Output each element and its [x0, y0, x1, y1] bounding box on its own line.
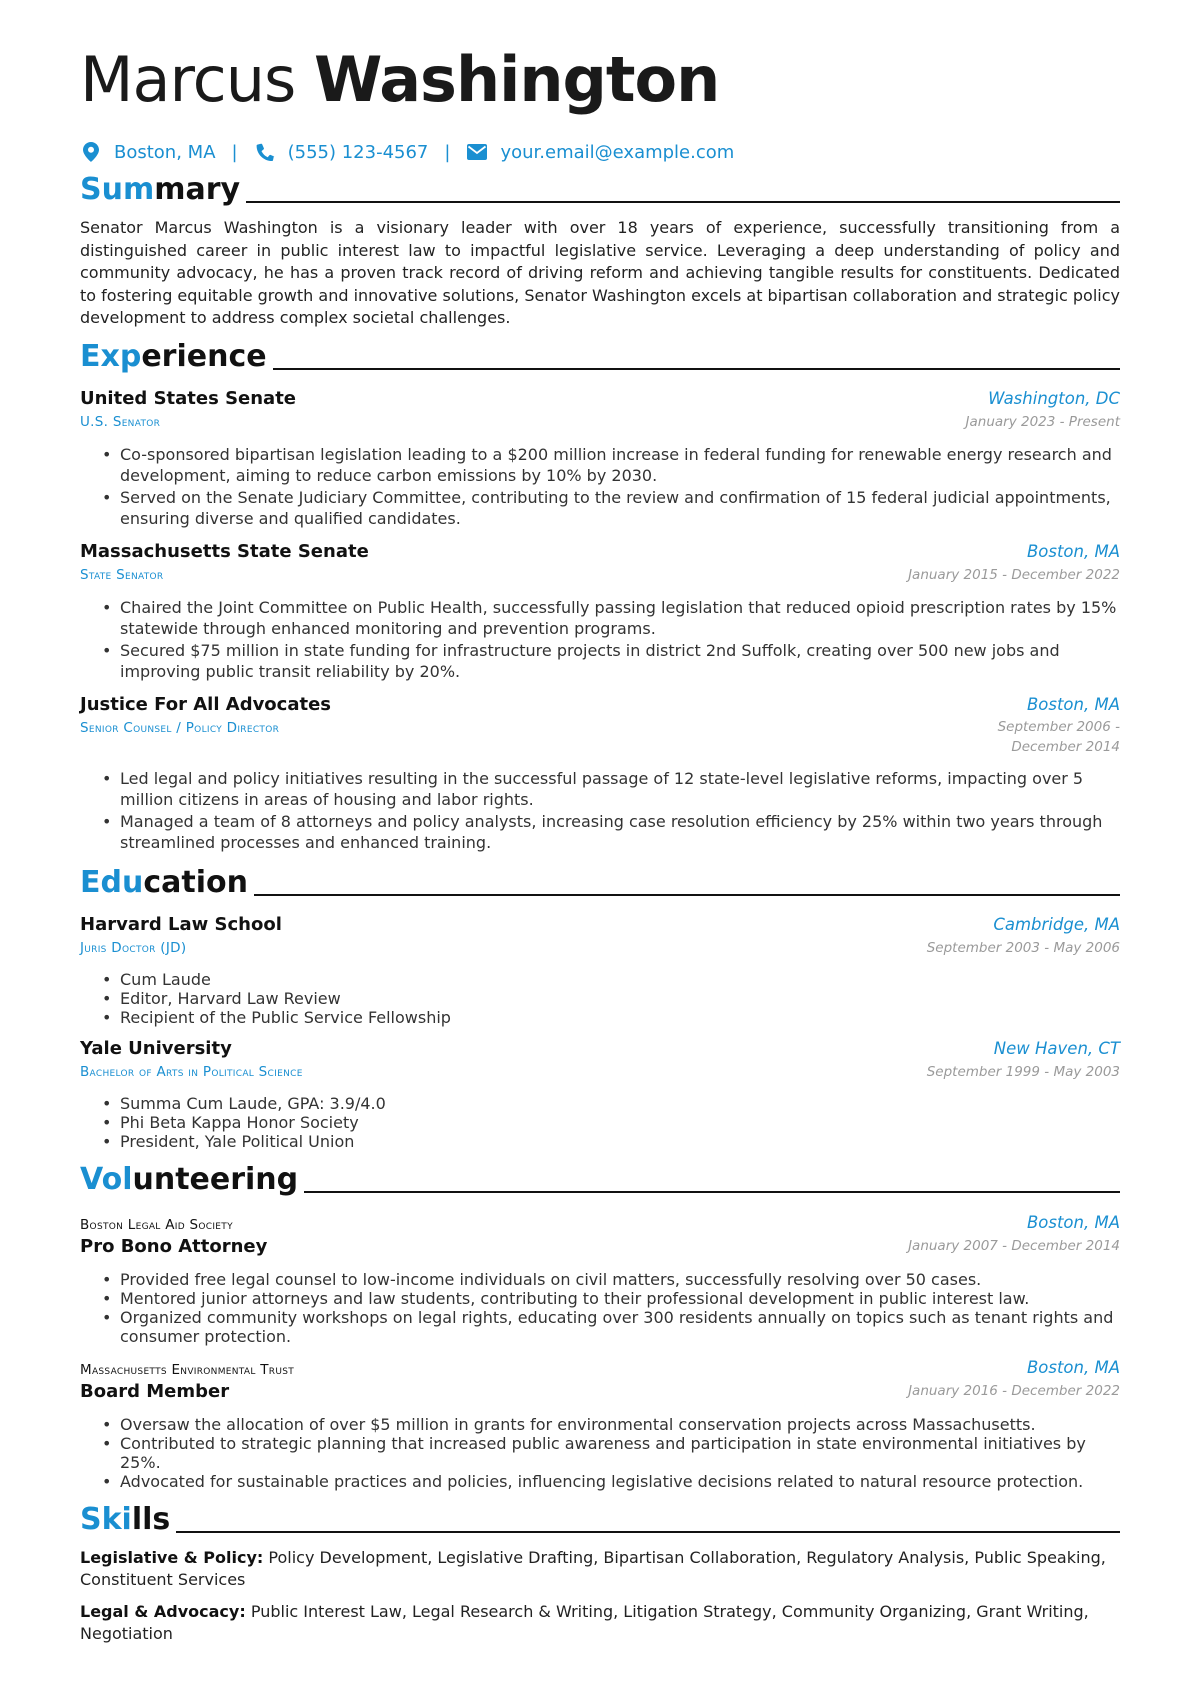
skills-heading — [80, 1501, 1120, 1539]
bullet-item: • Secured $75 million in state funding for infrastructure projects in district 2nd Suffolk, creating over 500 new jobs and improving public transit reliability by 20%. — [118, 640, 1120, 683]
section-rule — [254, 894, 1120, 896]
summary-text: Senator Marcus Washington is a visionary leader with over 18 years of experience, successfully transitioning from a distinguished career in public interest law to impactful legislative service. Leveraging a deep understanding of policy and community advocacy, he has a proven track record of driving reform and achieving tangible results for constituents. Dedicated to fostering equitable growth and innovative solutions, Senator Washington excels at bipartisan collaboration and strategic policy development to address complex societal challenges. — [80, 218, 1120, 327]
bullet-item: • Led legal and policy initiatives resulting in the successful passage of 12 state-level legislative reforms, impacting over 5 million citizens in areas of housing and labor rights. — [118, 768, 1120, 811]
entry-role: Senior Counsel / Policy Director — [80, 719, 280, 736]
bullet-item: • Oversaw the allocation of over $5 million in grants for environmental conservation projects across Massachusetts. — [118, 1415, 1120, 1434]
entry-role: Juris Doctor (JD) — [80, 939, 187, 956]
bullet-item: • Managed a team of 8 attorneys and policy analysts, increasing case resolution efficiency by 25% within two years through streamlined processes and enhanced training. — [118, 811, 1120, 854]
skill-value: Policy Development, Legislative Drafting, Bipartisan Collaboration, Regulatory Analysis, Public Speaking, Constituent Services — [80, 1547, 1106, 1589]
experience-entry — [80, 387, 1120, 530]
bullet-item: • Editor, Harvard Law Review — [118, 989, 1120, 1008]
bullet-list — [80, 970, 1120, 1027]
phone-icon — [254, 141, 276, 163]
skill-line — [80, 1601, 1120, 1646]
bullet-item: • Contributed to strategic planning that increased public awareness and participation in state environmental initiatives by 25%. — [118, 1434, 1120, 1472]
bullet-item: • Advocated for sustainable practices and policies, influencing legislative decisions related to natural resource protection. — [118, 1472, 1120, 1491]
entry-date: September 2003 - May 2006 — [926, 939, 1120, 956]
bullet-item: • Recipient of the Public Service Fellowship — [118, 1008, 1120, 1027]
entry-date: January 2016 - December 2022 — [908, 1382, 1120, 1399]
contact-separator: | — [231, 141, 238, 163]
entry-location: Boston, MA — [1026, 541, 1120, 561]
bullet-item: • Provided free legal counsel to low-income individuals on civil matters, successfully resolving over 50 cases. — [118, 1270, 1120, 1289]
phone-text: (555) 123-4567 — [287, 141, 429, 163]
contact-separator: | — [444, 141, 451, 163]
entry-location: Washington, DC — [988, 388, 1120, 408]
experience-entry — [80, 693, 1120, 854]
entry-date: September 2006 - December 2014 — [997, 718, 1120, 755]
entry-role: Bachelor of Arts in Political Science — [80, 1063, 303, 1080]
entry-org: United States Senate — [80, 387, 297, 409]
experience-entry — [80, 540, 1120, 683]
section-title: Education — [80, 864, 248, 900]
section-title: Skills — [80, 1501, 171, 1537]
last-name: Washington — [314, 43, 720, 116]
section-title: Summary — [80, 172, 241, 207]
envelope-icon — [466, 141, 488, 163]
entry-org: Justice For All Advocates — [80, 693, 332, 715]
skill-label: Legal & Advocacy: — [80, 1601, 246, 1621]
first-name: Marcus — [80, 43, 296, 116]
entry-date: January 2007 - December 2014 — [908, 1237, 1120, 1254]
entry-org: Boston Legal Aid Society — [80, 1216, 233, 1233]
education-heading — [80, 864, 1120, 902]
skill-value: Public Interest Law, Legal Research & Writing, Litigation Strategy, Community Organizing, Grant Writing, Negotiation — [80, 1601, 1089, 1643]
contact-location — [80, 141, 216, 163]
map-marker-icon — [80, 141, 102, 163]
entry-role: Pro Bono Attorney — [80, 1235, 268, 1257]
section-rule — [176, 1531, 1120, 1533]
bullet-list — [80, 768, 1120, 854]
section-title: Volunteering — [80, 1161, 299, 1197]
bullet-list — [80, 1094, 1120, 1151]
bullet-item: • Cum Laude — [118, 970, 1120, 989]
bullet-item: • Mentored junior attorneys and law students, contributing to their professional development in public interest law. — [118, 1289, 1120, 1308]
contact-phone[interactable] — [254, 141, 429, 163]
volunteering-heading — [80, 1161, 1120, 1199]
entry-org: Massachusetts State Senate — [80, 540, 369, 562]
entry-org: Harvard Law School — [80, 913, 282, 935]
entry-role: State Senator — [80, 566, 164, 583]
email-text: your.email@example.com — [500, 141, 735, 163]
skill-label: Legislative & Policy: — [80, 1547, 264, 1567]
contact-email[interactable] — [466, 141, 734, 163]
section-title: Experience — [80, 338, 267, 374]
skill-line — [80, 1547, 1120, 1592]
entry-location: Cambridge, MA — [993, 914, 1120, 934]
bullet-item: • Co-sponsored bipartisan legislation leading to a $200 million increase in federal funding for renewable energy research and development, aiming to reduce carbon emissions by 10% by 2030. — [118, 444, 1120, 487]
entry-role: Board Member — [80, 1380, 230, 1402]
bullet-item: • Served on the Senate Judiciary Committee, contributing to the review and confirmation of 15 federal judicial appointments, ensuring diverse and qualified candidates. — [118, 487, 1120, 530]
entry-date: January 2015 - December 2022 — [908, 566, 1120, 583]
volunteering-entry — [80, 1356, 1120, 1491]
section-rule — [273, 368, 1120, 370]
entry-role: U.S. Senator — [80, 413, 161, 430]
education-entry — [80, 913, 1120, 1027]
entry-date: September 1999 - May 2003 — [926, 1063, 1120, 1080]
entry-org: Yale University — [80, 1037, 232, 1059]
contact-line — [80, 137, 1120, 167]
location-text: Boston, MA — [114, 141, 216, 163]
resume-page — [80, 40, 1120, 1646]
entry-location: Boston, MA — [1026, 1357, 1120, 1377]
bullet-list — [80, 1415, 1120, 1491]
bullet-item: • Chaired the Joint Committee on Public Health, successfully passing legislation that reduced opioid prescription rates by 15% statewide through enhanced monitoring and prevention programs. — [118, 597, 1120, 640]
bullet-item: • Organized community workshops on legal rights, educating over 300 residents annually on topics such as tenant rights and consumer protection. — [118, 1308, 1120, 1346]
section-rule — [304, 1191, 1120, 1193]
bullet-list — [80, 444, 1120, 530]
entry-location: Boston, MA — [1026, 1212, 1120, 1232]
experience-heading — [80, 338, 1120, 376]
entry-org: Massachusetts Environmental Trust — [80, 1361, 295, 1378]
volunteering-entry — [80, 1211, 1120, 1346]
education-entry — [80, 1037, 1120, 1151]
bullet-item: • Summa Cum Laude, GPA: 3.9/4.0 — [118, 1094, 1120, 1113]
entry-date: January 2023 - Present — [965, 413, 1120, 430]
section-rule — [246, 201, 1120, 203]
entry-location: Boston, MA — [1026, 694, 1120, 714]
bullet-item: • Phi Beta Kappa Honor Society — [118, 1113, 1120, 1132]
summary-heading — [80, 171, 1120, 209]
entry-location: New Haven, CT — [993, 1038, 1120, 1058]
bullet-list — [80, 597, 1120, 683]
bullet-item: • President, Yale Political Union — [118, 1132, 1120, 1151]
candidate-name — [80, 40, 1120, 120]
bullet-list — [80, 1270, 1120, 1346]
